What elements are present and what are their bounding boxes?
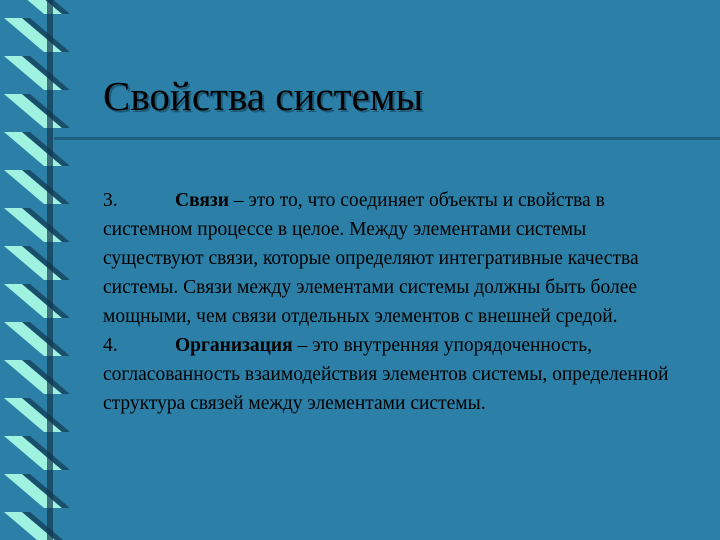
item-term: Связи	[175, 190, 229, 211]
item-number: 3.	[103, 190, 118, 211]
item-text: – это внутренняя упорядоченность, согласованность взаимодействия элементов системы, определенной структура связей между элементами системы.	[103, 335, 669, 414]
item-term: Организация	[175, 335, 293, 356]
title-divider	[54, 137, 720, 140]
slide-body	[103, 186, 683, 418]
item-number: 4.	[103, 335, 118, 356]
list-item-connections	[103, 186, 683, 331]
list-item-organization	[103, 331, 683, 418]
item-text: – это то, что соединяет объекты и свойства в системном процессе в целое. Между элементами системы существуют связи, которые определяют интегративные качества системы. Связи между элементами системы должны быть более мощными, чем связи отдельных элементов с внешней средой.	[103, 190, 639, 327]
decorative-ribbon-border	[0, 0, 90, 540]
slide-title: Свойства системы	[103, 73, 424, 119]
